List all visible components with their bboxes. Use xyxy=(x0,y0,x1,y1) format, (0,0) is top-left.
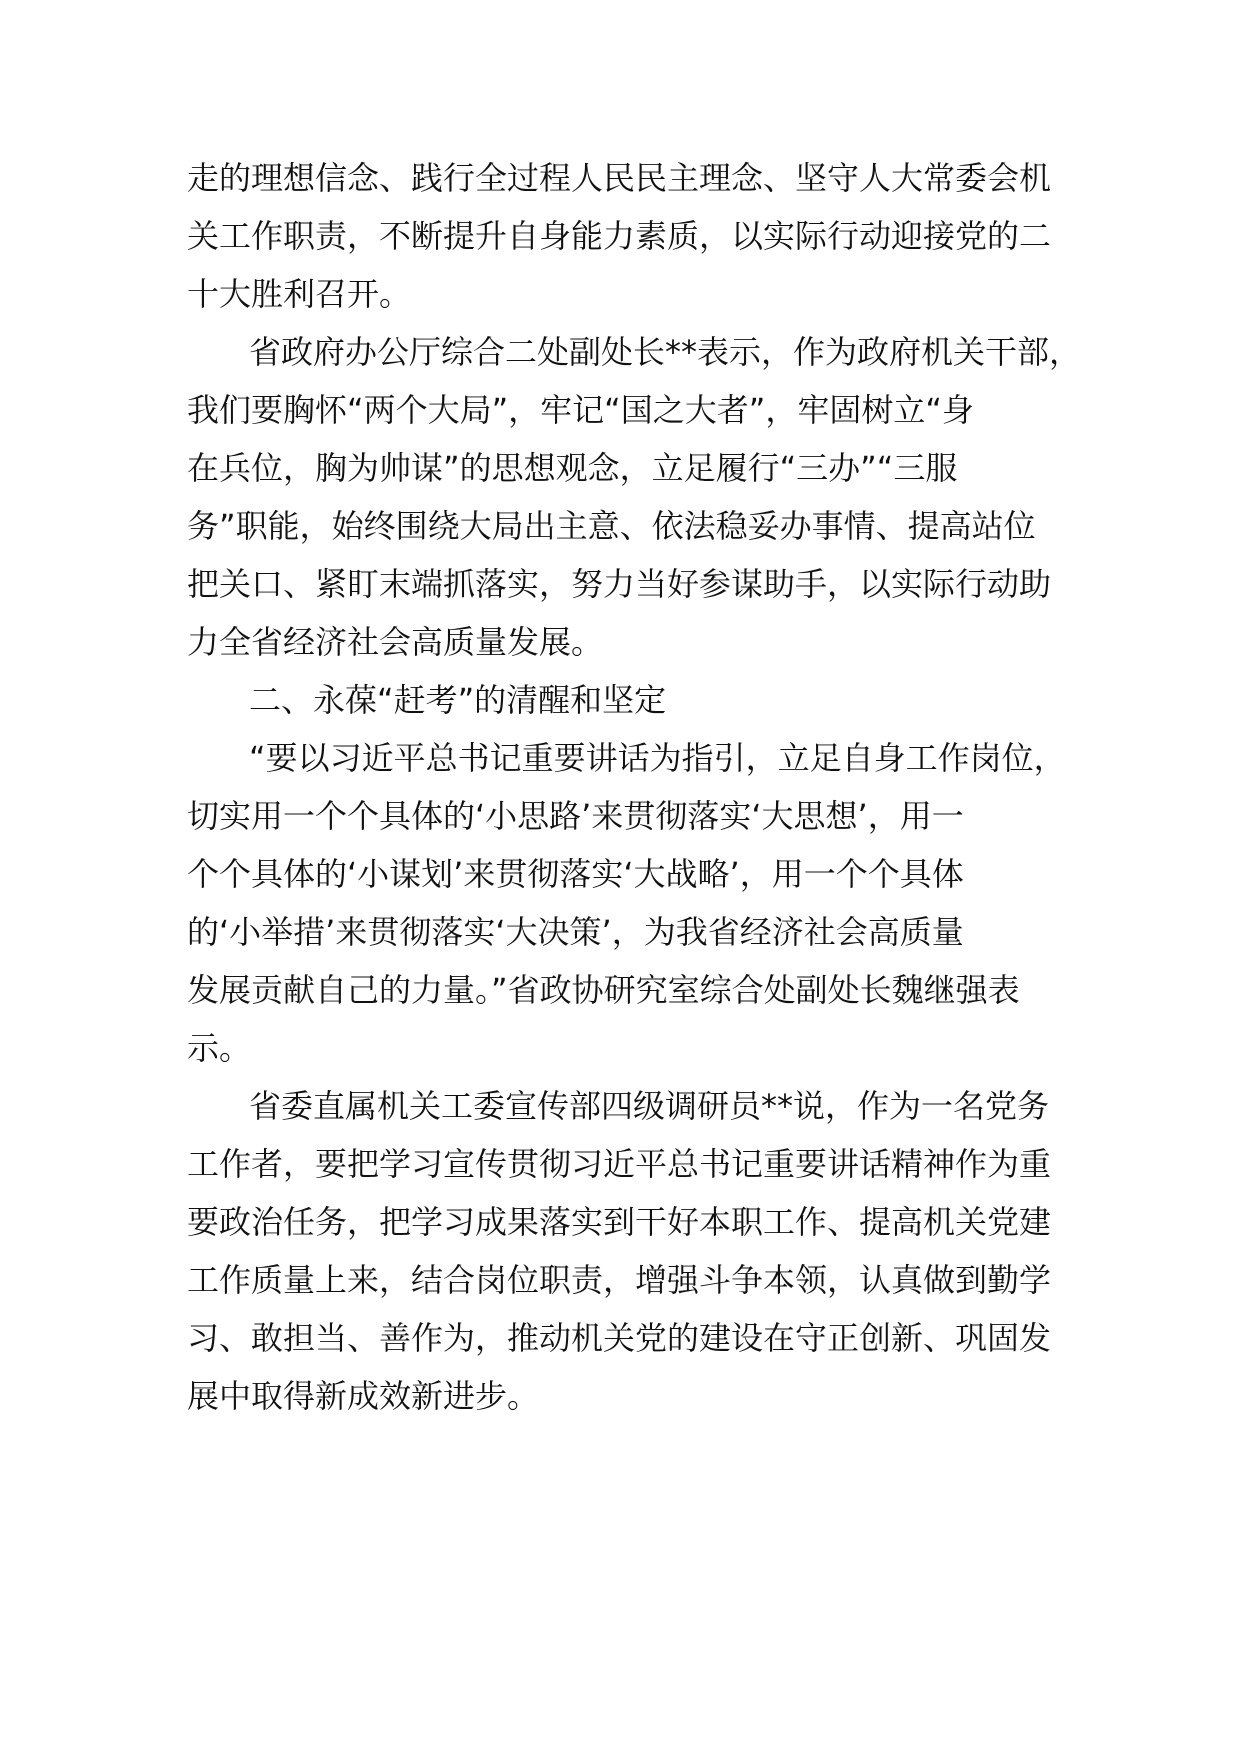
paragraph-4-line-3: 要政治任务，把学习成果落实到干好本职工作、提高机关党建 xyxy=(187,1203,1052,1241)
paragraph-2-line-3: 在兵位，胸为帅谋”的思想观念，立足履行“三办”“三服 xyxy=(187,449,958,487)
section-heading: 二、永葆“赶考”的清醒和坚定 xyxy=(249,681,667,719)
paragraph-1-line-2: 关工作职责，不断提升自身能力素质，以实际行动迎接党的二 xyxy=(187,217,1052,255)
paragraph-1-line-1: 走的理想信念、践行全过程人民民主理念、坚守人大常委会机 xyxy=(187,159,1052,197)
paragraph-4-line-4: 工作质量上来，结合岗位职责，增强斗争本领，认真做到勤学 xyxy=(187,1261,1052,1299)
paragraph-2-line-5: 把关口、紧盯末端抓落实，努力当好参谋助手，以实际行动助 xyxy=(187,565,1052,603)
paragraph-2-line-2: 我们要胸怀“两个大局”，牢记“国之大者”，牢固树立“身 xyxy=(187,391,974,429)
paragraph-3-line-6: 示。 xyxy=(187,1029,252,1067)
paragraph-4-line-2: 工作者，要把学习宣传贯彻习近平总书记重要讲话精神作为重 xyxy=(187,1145,1052,1183)
paragraph-4-line-6: 展中取得新成效新进步。 xyxy=(187,1377,540,1415)
paragraph-3-line-5: 发展贡献自己的力量。”省政协研究室综合处副处长魏继强表 xyxy=(187,971,1020,1009)
paragraph-4-line-5: 习、敢担当、善作为，推动机关党的建设在守正创新、巩固发 xyxy=(187,1319,1052,1357)
paragraph-3-line-2: 切实用一个个具体的‘小思路’来贯彻落实‘大思想’，用一 xyxy=(187,797,964,835)
paragraph-3-line-1: “要以习近平总书记重要讲话为指引，立足自身工作岗位， xyxy=(249,739,1066,777)
paragraph-4-line-1: 省委直属机关工委宣传部四级调研员**说，作为一名党务 xyxy=(249,1087,1050,1125)
paragraph-3-line-4: 的‘小举措’来贯彻落实‘大决策’，为我省经济社会高质量 xyxy=(187,913,964,951)
paragraph-3-line-3: 个个具体的‘小谋划’来贯彻落实‘大战略’，用一个个具体 xyxy=(187,855,964,893)
paragraph-2-line-4: 务”职能，始终围绕大局出主意、依法稳妥办事情、提高站位 xyxy=(187,507,1036,545)
paragraph-2-line-1: 省政府办公厅综合二处副处长**表示，作为政府机关干部， xyxy=(249,333,1082,371)
paragraph-1-line-3: 十大胜利召开。 xyxy=(187,275,412,313)
paragraph-2-line-6: 力全省经济社会高质量发展。 xyxy=(187,623,604,661)
